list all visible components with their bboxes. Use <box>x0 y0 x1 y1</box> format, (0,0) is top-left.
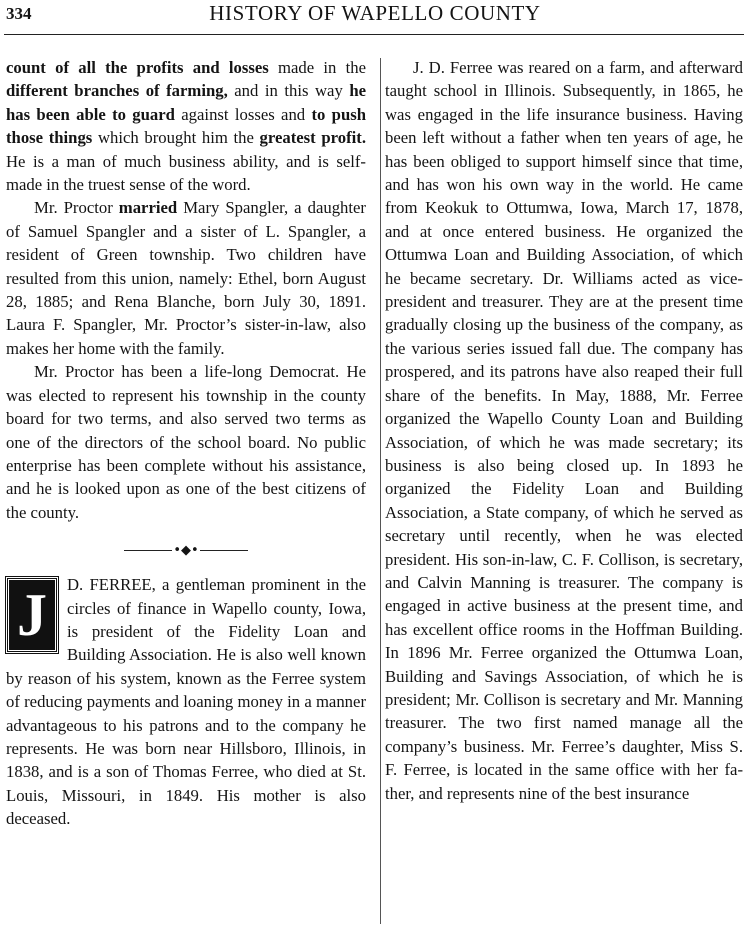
page-number: 334 <box>6 4 32 23</box>
bold-text-run: count of all the profits and losses <box>6 58 269 77</box>
text-run: which brought him the <box>92 128 260 148</box>
running-title: HISTORY OF WAPELLO COUNTY <box>209 1 541 25</box>
text-run: made in the <box>268 58 366 77</box>
text-run: Mr. Proctor <box>34 198 119 218</box>
text-run: He is a man of much business ability, and is self-made in the truest sense of the word. <box>6 151 366 195</box>
ferree-intro-text: D. FERREE, a gentleman prominent in the circles of finance in Wapello county, Iowa, is president of the Fidelity Loan and Building Association. He is also well known by reason of his system, known as the Ferree system of reducing payments and loaning money in a manner advantageous to his patrons and to the company he represents. He was born near Hillsboro, Illinois, in 1838, and is a son of Thomas Ferree, who died at St. Louis, Missouri, in 1849. His mother is also deceased. <box>6 575 366 829</box>
bold-text-run: greatest profit. <box>259 128 366 148</box>
page-header <box>0 0 750 34</box>
text-run: against losses and <box>174 104 312 124</box>
paragraph-democrat: Mr. Proctor has been a life-long Democrat. He was elected to represent his township in the county board for two terms, and also served two terms as one of the directors of the school board. No public enterprise has been complete without his assistance, and he is looked upon as one of the best citizens of the county. <box>6 362 366 522</box>
bold-text-run: married <box>118 198 178 218</box>
header-rule <box>4 34 744 35</box>
paragraph-ferree-intro <box>6 573 366 830</box>
section-separator <box>6 541 366 561</box>
text-run: and in this way <box>227 81 350 101</box>
paragraph-profits <box>6 56 366 196</box>
drop-cap-letter: J <box>6 577 58 653</box>
bold-text-run: to push those things <box>6 104 367 148</box>
left-column <box>6 56 366 831</box>
paragraph-marriage <box>6 196 366 360</box>
text-run: Mary Spangler, a daughter of Samuel Spangler and a sister of L. Spangler, a resident of Green township. Two children have resulted from this union, namely: Ethel, born August 28, 1885; and Rena Blanche, born July 30, 1891. Laura F. Spangler, Mr. Proctor’s sister-in-law, also makes her home with the family. <box>6 198 366 358</box>
paragraph-ferree-career: J. D. Ferree was reared on a farm, and afterward taught school in Illinois. Subsequently, in 1865, he was engaged in the life insurance business. Having been left without a father when ten years of age, he has been obliged to support himself since that time, and has won his own way in the world. He came from Keokuk to Ottumwa, Iowa, March 17, 1878, and at once entered business. He organized the Ottumwa Loan and Building Association, of which he became secretary. Dr. Williams acted as vice-president and treasurer. They are at the present time gradually closing up the business of the company, as the various series issued fall due. The company has prospered, and its patrons have also reaped their full share of the benefits. In May, 1888, Mr. Ferree organized the Wapello County Loan and Building Association, of which he was made secretary; its business is also being closed up. In 1893 he organized the Fidelity Loan and Building Association, a State company, of which he served as secretary until recently, when he was elected president. His son-in-law, C. F. Collison, is secretary, and Calvin Manning is treasurer. The company is engaged in active business at the present time, and has excellent office rooms in the Hoffman Building. In 1896 Mr. Ferree organized the Ottumwa Loan, Building and Savings Association, of which he is president; Mr. Collison is secretary and Mr. Manning treasurer. The two first named manage all the company’s business. Mr. Ferree’s daughter, Miss S. F. Ferree, is located in the same office with her father, and represents nine of the best insurance <box>385 58 743 803</box>
bold-text-run: different branches of farming, <box>6 81 228 101</box>
separator-line-right <box>200 550 248 551</box>
bold-text-run: he has been able to guard <box>6 81 366 124</box>
column-divider <box>380 58 381 924</box>
right-column <box>385 56 743 805</box>
separator-ornament: •◆• <box>173 543 199 559</box>
separator-line-left <box>124 550 172 551</box>
